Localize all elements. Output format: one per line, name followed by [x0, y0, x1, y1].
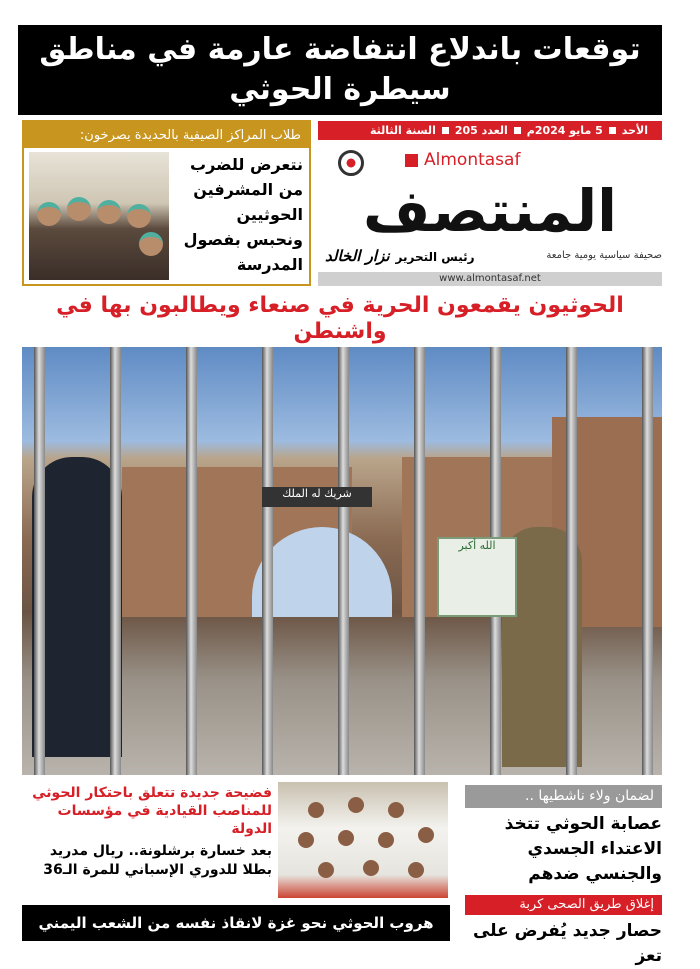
masthead-logo-en [405, 150, 520, 170]
target-icon [338, 150, 364, 176]
sports-photo [278, 782, 448, 898]
issue-number: العدد 205 [454, 124, 508, 137]
masthead-logo: المنتصف [362, 177, 618, 245]
side-story[interactable] [22, 120, 311, 286]
story1-kicker: لضمان ولاء ناشطيها .. [465, 785, 662, 808]
logo-en-text: Almontasaf [424, 150, 521, 170]
bottom-banner-text[interactable]: هروب الحوثي نحو غزة لانقاذ نفسه من الشعب اليمني [38, 913, 434, 932]
sports-headline[interactable]: بعد خسارة برشلونة.. ريال مدريد بطلا للدوري الإسباني للمرة الـ36 [43, 843, 272, 878]
website-url[interactable]: www.almontasaf.net [318, 272, 662, 286]
main-headline-box[interactable] [18, 293, 662, 345]
photo-sign: شريك له الملك [262, 487, 372, 507]
top-headline: توقعات باندلاع انتفاضة عارمة في مناطق سيطرة الحوثي [39, 32, 641, 107]
separator-icon [609, 127, 616, 134]
editor-name: نزار الخالد [325, 247, 390, 265]
story2-headline[interactable]: حصار جديد يُفرض على تعز [472, 921, 662, 966]
year: السنة الثالثة [369, 124, 436, 137]
story2-kicker: إغلاق طريق الصحى كربة [465, 895, 662, 915]
editor-label: رئيس التحرير [395, 250, 475, 264]
date: 5 مايو 2024م [526, 124, 603, 137]
separator-icon [442, 127, 449, 134]
photo-sign: الله أكبر [437, 537, 517, 617]
bottom-banner[interactable] [22, 905, 450, 941]
bottom-right-stories [465, 785, 662, 969]
date-day: الأحد [621, 124, 648, 137]
square-icon [405, 154, 418, 167]
side-story-headline: نتعرض للضرب من المشرفين الحوثيين ونحبس بفصول المدرسة [183, 155, 303, 274]
main-photo [22, 347, 662, 775]
date-bar [318, 121, 662, 140]
side-story-kicker: طلاب المراكز الصيفية بالحديدة يصرخون: [24, 122, 309, 148]
side-story-photo [29, 152, 169, 280]
story-red-headline[interactable]: فضيحة جديدة تتعلق باحتكار الحوثي للمناصب القيادية في مؤسسات الدولة [32, 785, 272, 837]
tagline: صحيفة سياسية يومية جامعة [546, 250, 662, 261]
main-headline[interactable]: الحوثيون يقمعون الحرية في صنعاء ويطالبون بها في واشنطن [56, 293, 624, 344]
story1-headline[interactable]: عصابة الحوثي تتخذ الاعتداء الجسدي والجنسي ضدهم [504, 814, 662, 884]
top-headline-banner [18, 25, 662, 115]
editor-credit [325, 247, 475, 265]
person-figure [32, 457, 122, 757]
separator-icon [514, 127, 521, 134]
